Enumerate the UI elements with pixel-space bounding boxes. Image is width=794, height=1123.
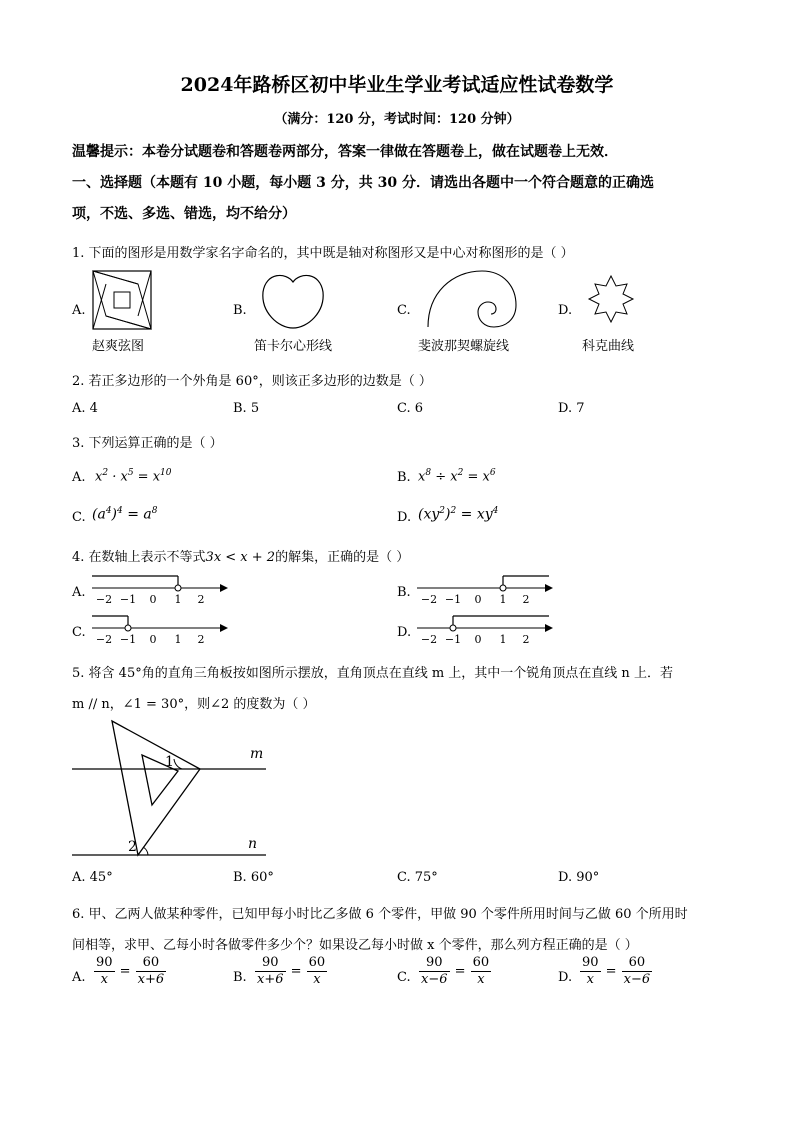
page-title: 2024年路桥区初中毕业生学业考试适应性试卷数学 bbox=[180, 74, 614, 96]
tick-label: −2 bbox=[420, 633, 438, 646]
tick-label: −2 bbox=[95, 593, 113, 606]
q1-label-b: B. bbox=[233, 303, 247, 318]
numerator: 90 bbox=[255, 955, 286, 972]
tick-label: 2 bbox=[522, 633, 530, 646]
tick-label: −1 bbox=[119, 633, 137, 646]
q4-stem-b: 的解集，正确的是（ ） bbox=[275, 550, 410, 565]
q4-label-c: C. bbox=[72, 625, 86, 640]
q4-stem-a: 4. 在数轴上表示不等式 bbox=[72, 550, 206, 565]
tick-label: 0 bbox=[149, 593, 157, 606]
q3-expr-a: $x^2 \cdot x^5 = x^{10}$ bbox=[95, 468, 172, 485]
numerator: 90 bbox=[419, 955, 450, 972]
q4-numberline-a bbox=[90, 572, 230, 608]
q2-option-c: C. 6 bbox=[397, 401, 424, 416]
denominator: x−6 bbox=[421, 972, 448, 987]
q4-inequality: 3x < x + 2 bbox=[205, 550, 276, 565]
q1-stem: 1. 下面的图形是用数学家名字命名的，其中既是轴对称图形又是中心对称图形的是（ ） bbox=[72, 246, 574, 261]
numerator: 60 bbox=[472, 955, 490, 970]
angle-1-label: 1 bbox=[165, 754, 174, 770]
cardioid-icon bbox=[258, 270, 328, 332]
numerator: 60 bbox=[622, 955, 653, 972]
q3-expr-b: $x^8 \div x^2 = x^6$ bbox=[418, 468, 496, 485]
numerator: 60 bbox=[308, 955, 326, 970]
tick-label: 0 bbox=[474, 633, 482, 646]
q5-triangle-figure bbox=[70, 715, 280, 863]
tick-label: 2 bbox=[522, 593, 530, 606]
q3-label-b: B. bbox=[397, 470, 411, 485]
q2-option-b: B. 5 bbox=[233, 401, 260, 416]
section-heading-line1: 一、选择题（本题有 10 小题，每小题 3 分，共 30 分．请选出各题中一个符合题意的正确选 bbox=[72, 175, 654, 191]
q5-option-b: B. 60° bbox=[233, 870, 274, 885]
q1-caption-c: 斐波那契螺旋线 bbox=[418, 339, 510, 354]
q3-label-d: D. bbox=[397, 510, 412, 525]
exam-info: （满分：120 分，考试时间：120 分钟） bbox=[274, 112, 520, 127]
tick-label: 1 bbox=[499, 593, 507, 606]
tick-label: −2 bbox=[95, 633, 113, 646]
section-heading-line2: 项，不选、多选、错选，均不给分） bbox=[72, 206, 296, 222]
tick-label: 2 bbox=[197, 633, 205, 646]
numerator: 60 bbox=[136, 955, 167, 972]
q6-equation-b: $\frac{90}{x+6}$ = $\frac{60}{x}$ bbox=[257, 955, 326, 987]
q3-label-c: C. bbox=[72, 510, 86, 525]
q1-label-d: D. bbox=[558, 303, 573, 318]
q4-stem bbox=[72, 546, 409, 565]
tick-label: 1 bbox=[174, 593, 182, 606]
q5-option-d: D. 90° bbox=[558, 870, 600, 885]
tick-label: −2 bbox=[420, 593, 438, 606]
tick-label: −1 bbox=[444, 633, 462, 646]
q1-caption-b: 笛卡尔心形线 bbox=[254, 339, 333, 354]
q5-stem-line2: m // n，∠1 = 30°，则∠2 的度数为（ ） bbox=[72, 697, 316, 712]
numerator: 90 bbox=[96, 955, 113, 970]
denominator: x+6 bbox=[257, 972, 284, 987]
q4-numberline-c bbox=[90, 612, 230, 648]
q3-stem: 3. 下列运算正确的是（ ） bbox=[72, 436, 223, 451]
zhao-shuang-diagram-icon bbox=[92, 270, 154, 332]
q5-option-a: A. 45° bbox=[72, 870, 113, 885]
tick-label: 0 bbox=[474, 593, 482, 606]
q5-stem-line1: 5. 将含 45°角的直角三角板按如图所示摆放，直角顶点在直线 m 上，其中一个锐角顶点在直线 n 上．若 bbox=[72, 666, 673, 681]
denominator: x+6 bbox=[137, 972, 165, 987]
q4-numberline-d bbox=[415, 612, 555, 648]
q6-label-d: D. bbox=[558, 970, 573, 985]
q1-label-a: A. bbox=[72, 303, 86, 318]
q1-caption-d: 科克曲线 bbox=[582, 339, 635, 354]
q6-label-a: A. bbox=[72, 970, 86, 985]
tick-label: 1 bbox=[174, 633, 182, 646]
q6-equation-c: $\frac{90}{x-6}$ = $\frac{60}{x}$ bbox=[421, 955, 490, 987]
denominator: x−6 bbox=[623, 972, 651, 987]
q6-label-c: C. bbox=[397, 970, 411, 985]
tick-label: −1 bbox=[119, 593, 137, 606]
q3-expr-d: $(xy^2)^2 = xy^4$ bbox=[418, 506, 499, 523]
q6-stem-line2: 间相等，求甲、乙每小时各做零件多少个？如果设乙每小时做 x 个零件，那么列方程正确的是（ ） bbox=[72, 938, 638, 953]
denominator: x bbox=[477, 972, 485, 987]
q1-caption-a: 赵爽弦图 bbox=[92, 339, 145, 354]
line-n-label: n bbox=[248, 836, 258, 852]
q2-option-a: A. 4 bbox=[72, 401, 98, 416]
q3-label-a: A. bbox=[72, 470, 86, 485]
q6-label-b: B. bbox=[233, 970, 247, 985]
warm-tip: 温馨提示：本卷分试题卷和答题卷两部分，答案一律做在答题卷上，做在试题卷上无效． bbox=[72, 144, 618, 160]
q5-option-c: C. 75° bbox=[397, 870, 438, 885]
tick-label: 2 bbox=[197, 593, 205, 606]
q1-label-c: C. bbox=[397, 303, 411, 318]
denominator: x bbox=[586, 972, 594, 987]
angle-2-label: 2 bbox=[128, 839, 137, 855]
q4-label-a: A. bbox=[72, 585, 86, 600]
tick-label: 0 bbox=[149, 633, 157, 646]
q6-equation-d: $\frac{90}{x}$ = $\frac{60}{x-6}$ bbox=[582, 955, 651, 987]
numerator: 90 bbox=[582, 955, 599, 970]
koch-curve-icon bbox=[578, 266, 644, 332]
q2-stem: 2. 若正多边形的一个外角是 60°，则该正多边形的边数是（ ） bbox=[72, 374, 432, 389]
q4-label-b: B. bbox=[397, 585, 411, 600]
q3-expr-c: $(a^4)^4 = a^8$ bbox=[92, 506, 158, 523]
q6-equation-a: $\frac{90}{x}$ = $\frac{60}{x+6}$ bbox=[96, 955, 165, 987]
tick-label: 1 bbox=[499, 633, 507, 646]
q4-numberline-b bbox=[415, 572, 555, 608]
q2-option-d: D. 7 bbox=[558, 401, 585, 416]
denominator: x bbox=[100, 972, 108, 987]
q6-stem-line1: 6. 甲、乙两人做某种零件，已知甲每小时比乙多做 6 个零件，甲做 90 个零件所用时间与乙做 60 个所用时 bbox=[72, 907, 688, 922]
fibonacci-spiral-icon bbox=[420, 265, 520, 333]
denominator: x bbox=[313, 972, 321, 987]
q4-label-d: D. bbox=[397, 625, 412, 640]
line-m-label: m bbox=[250, 746, 264, 762]
tick-label: −1 bbox=[444, 593, 462, 606]
